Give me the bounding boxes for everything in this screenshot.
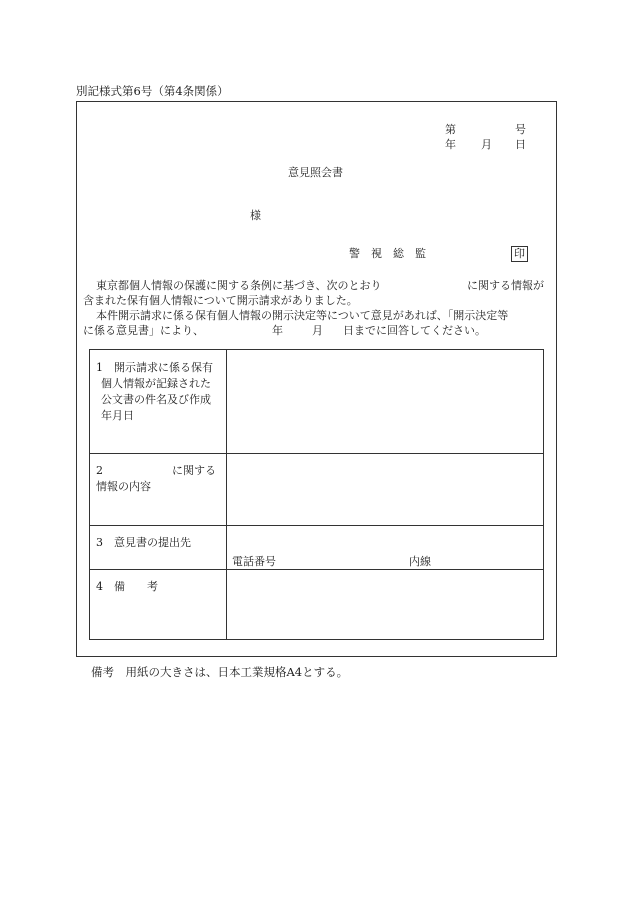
row1-label-line4: 年月日 bbox=[101, 409, 134, 422]
document-title: 意見照会書 bbox=[288, 166, 343, 179]
table-row-divider bbox=[90, 453, 543, 454]
info-table bbox=[89, 349, 544, 640]
body-deadline-month: 月 bbox=[312, 324, 323, 337]
document-number-prefix: 第 bbox=[445, 123, 456, 136]
row1-label-line3: 公文書の件名及び作成 bbox=[101, 393, 211, 406]
row2-number: 2 bbox=[96, 464, 103, 477]
sender-name: 警 視 総 監 bbox=[349, 247, 426, 260]
document-number-suffix: 号 bbox=[515, 123, 526, 136]
body-p2-line1: 本件開示請求に係る保有個人情報の開示決定等について意見があれば、「開示決定等 bbox=[96, 309, 509, 322]
seal-mark bbox=[511, 246, 528, 262]
seal-label: 印 bbox=[511, 246, 528, 262]
table-row-divider bbox=[90, 569, 543, 570]
footnote: 備考 用紙の大きさは、日本工業規格A4とする。 bbox=[91, 665, 349, 679]
phone-number-label: 電話番号 bbox=[232, 555, 276, 568]
addressee-honorific: 様 bbox=[250, 209, 261, 222]
row2-label-line2: 情報の内容 bbox=[96, 480, 151, 493]
date-day-label: 日 bbox=[515, 138, 526, 151]
date-month-label: 月 bbox=[481, 138, 492, 151]
row1-label-line2: 個人情報が記録された bbox=[101, 377, 211, 390]
body-p1-line1a: 東京都個人情報の保護に関する条例に基づき、次のとおり bbox=[96, 279, 382, 292]
table-row-divider bbox=[90, 525, 543, 526]
extension-label: 内線 bbox=[409, 555, 431, 568]
body-p1-line2: 含まれた保有個人情報について開示請求がありました。 bbox=[83, 294, 358, 307]
body-p2-line2a: に係る意見書」により、 bbox=[83, 324, 204, 337]
table-column-divider bbox=[226, 350, 227, 639]
row3-label: 3 意見書の提出先 bbox=[96, 536, 191, 549]
body-p2-line2b: 日までに回答してください。 bbox=[343, 324, 486, 337]
row4-label: 4 備 考 bbox=[96, 580, 158, 593]
form-number-label: 別記様式第6号（第4条関係） bbox=[76, 84, 229, 98]
row2-label-suffix: に関する bbox=[172, 464, 216, 477]
body-p1-line1b: に関する情報が bbox=[467, 279, 544, 292]
body-deadline-year: 年 bbox=[272, 324, 283, 337]
date-year-label: 年 bbox=[445, 138, 456, 151]
row1-label-line1: 1 開示請求に係る保有 bbox=[96, 361, 213, 374]
